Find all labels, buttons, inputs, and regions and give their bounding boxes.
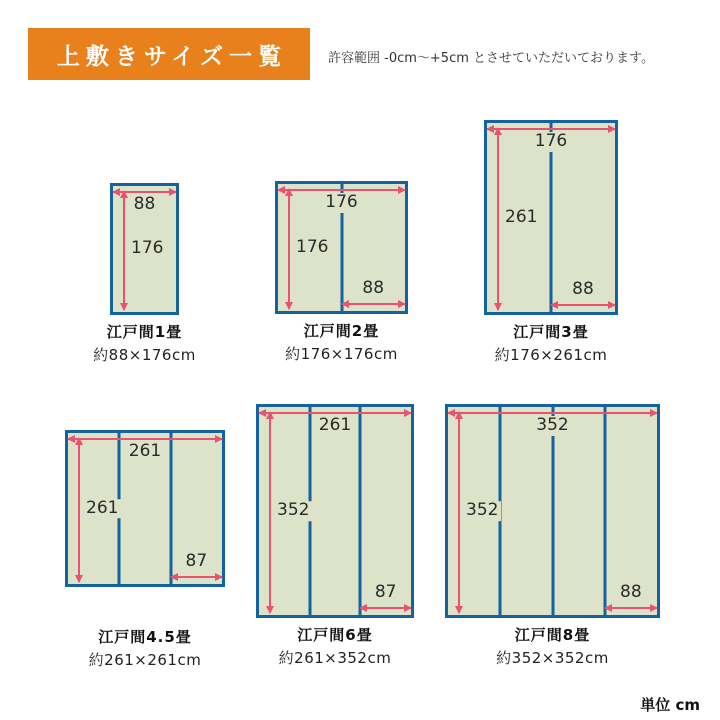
panel-width-dimension: 88 (617, 583, 645, 603)
mat-caption (89, 626, 202, 670)
page-title-banner (28, 28, 310, 80)
diagram-edoma-6 (256, 404, 414, 667)
panel-width-arrow (605, 607, 657, 609)
tatami-mat (256, 404, 414, 618)
height-dimension: 176 (128, 239, 166, 259)
panel-width-dimension: 87 (372, 583, 400, 603)
diagram-edoma-4-5 (65, 430, 225, 669)
mat-divider (359, 407, 362, 615)
height-dimension: 352 (274, 501, 312, 521)
width-arrow (68, 438, 222, 440)
height-dimension: 352 (463, 501, 501, 521)
tatami-mat (110, 183, 179, 315)
height-arrow (269, 412, 271, 613)
panel-width-arrow (360, 607, 411, 609)
mat-name: 江戸間2畳 (303, 322, 380, 340)
height-arrow (288, 189, 290, 309)
height-arrow (458, 412, 460, 613)
height-dimension: 261 (83, 499, 121, 519)
width-arrow (487, 128, 615, 130)
width-dimension: 261 (316, 416, 354, 436)
width-dimension: 176 (322, 193, 360, 213)
width-arrow (259, 412, 411, 414)
width-dimension: 352 (533, 416, 571, 436)
mat-caption (496, 624, 609, 668)
mat-divider (551, 407, 554, 615)
panel-width-dimension: 88 (359, 279, 387, 299)
mat-name: 江戸間1畳 (106, 323, 183, 341)
mat-name: 江戸間6畳 (297, 626, 373, 644)
mat-divider (603, 407, 606, 615)
mat-caption (279, 624, 392, 668)
diagram-edoma-1 (93, 183, 196, 364)
panel-width-arrow (551, 304, 615, 306)
mat-size: 約88×176cm (93, 346, 196, 364)
width-arrow (278, 189, 405, 191)
height-arrow (78, 438, 80, 582)
mat-size: 約261×261cm (88, 651, 202, 669)
width-dimension: 88 (131, 195, 159, 215)
width-dimension: 176 (532, 132, 570, 152)
panel-width-dimension: 87 (183, 552, 211, 572)
panel-width-arrow (342, 303, 406, 305)
mat-divider (169, 433, 172, 584)
tatami-mat (275, 181, 408, 314)
mat-size: 約261×352cm (278, 649, 392, 667)
mat-name: 江戸間4.5畳 (98, 628, 192, 646)
width-dimension: 261 (126, 442, 164, 462)
height-dimension: 261 (502, 208, 540, 228)
height-arrow (123, 191, 125, 310)
unit-label: 単位 cm (640, 696, 700, 714)
tatami-mat (445, 404, 660, 618)
page-title: 上敷きサイズ一覧 (56, 43, 288, 70)
mat-caption (93, 321, 196, 365)
mat-size: 約352×352cm (496, 649, 609, 667)
mat-name: 江戸間3畳 (513, 323, 589, 341)
height-arrow (497, 128, 499, 310)
diagram-edoma-8 (445, 404, 660, 667)
height-dimension: 176 (293, 238, 331, 258)
panel-width-arrow (171, 576, 222, 578)
mat-size: 約176×176cm (285, 345, 398, 363)
tolerance-note: 許容範囲 -0cm〜+5cm とさせていただいております。 (328, 51, 654, 66)
tatami-mat (484, 120, 618, 315)
mat-caption (495, 321, 608, 365)
width-arrow (448, 412, 657, 414)
diagram-edoma-2 (275, 181, 408, 363)
panel-width-dimension: 88 (569, 280, 597, 300)
mat-name: 江戸間8畳 (514, 626, 591, 644)
mat-caption (285, 320, 398, 364)
mat-size: 約176×261cm (494, 346, 608, 364)
tatami-mat (65, 430, 225, 587)
diagram-edoma-3 (484, 120, 618, 364)
